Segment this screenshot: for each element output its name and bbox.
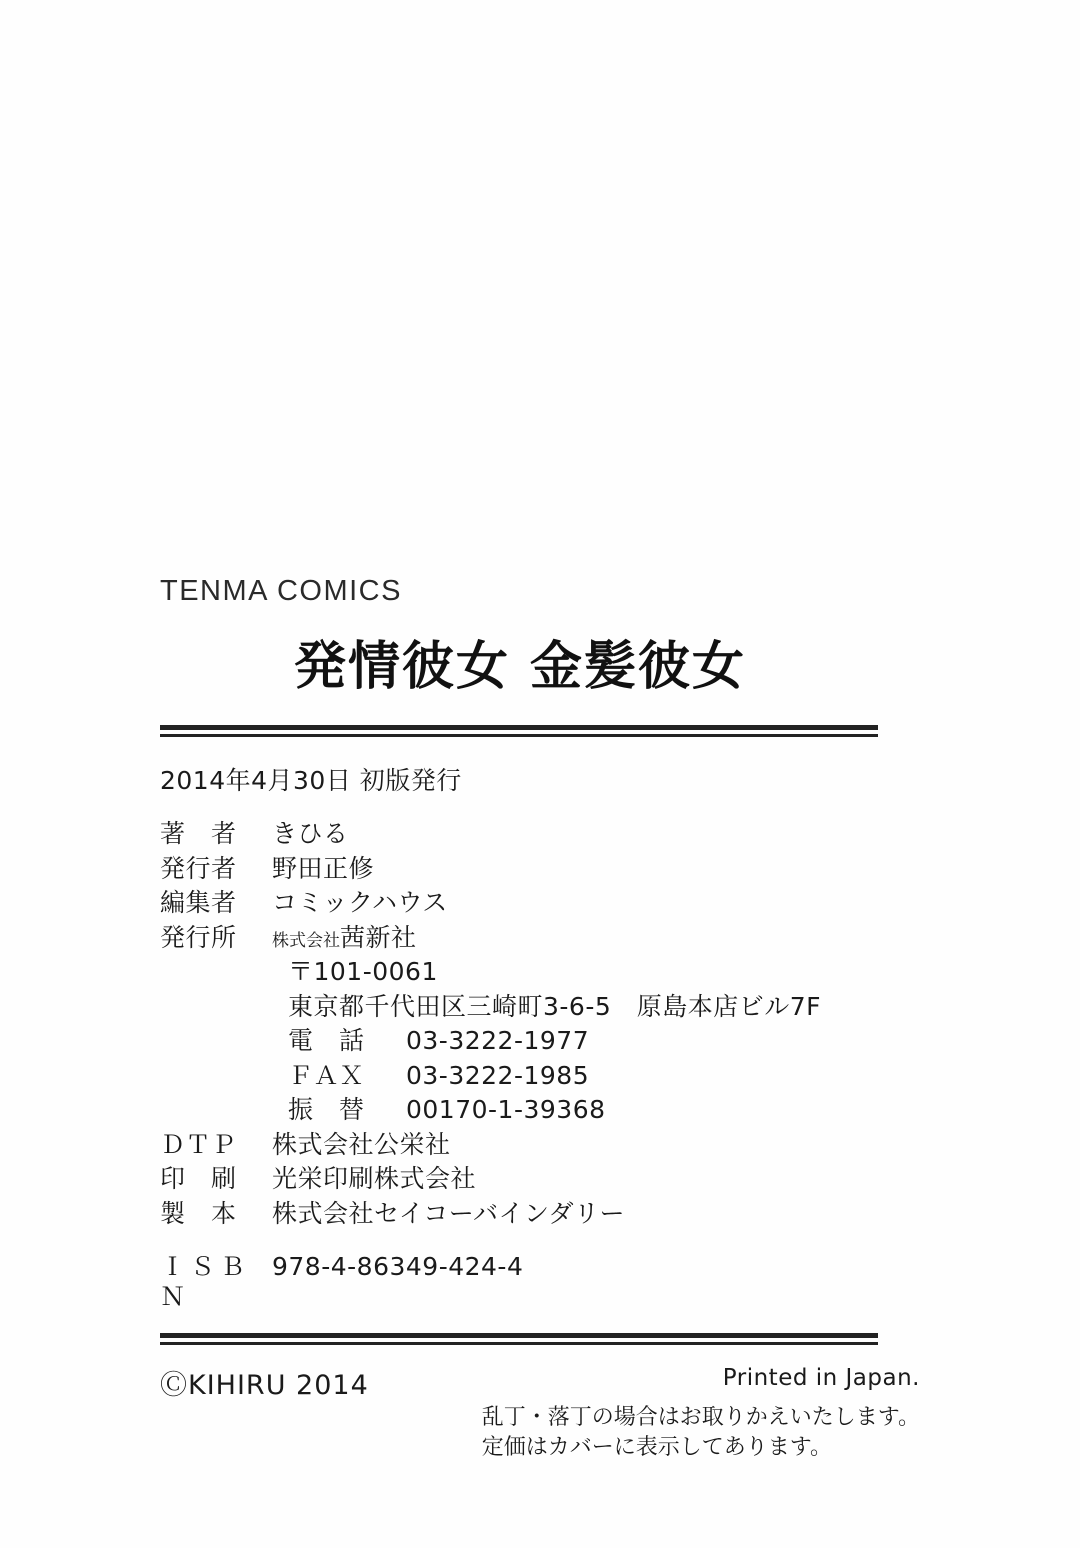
imprint-label: TENMA COMICS [160,575,402,607]
divider-top [160,725,878,737]
address-phone-row [160,1026,920,1056]
credit-value [272,923,417,953]
credit-row-binding [160,1199,920,1229]
phone-label: 電 話 [288,1026,365,1055]
furikae-value: 00170-1-39368 [406,1095,606,1124]
publication-date: 2014年4月30日 初版発行 [160,766,462,795]
credit-row [160,888,920,918]
defect-exchange-note: 乱丁・落丁の場合はお取りかえいたします。 [481,1405,920,1430]
credit-row [160,819,920,849]
phone-value: 03-3222-1977 [406,1026,590,1055]
credit-value: コミックハウス [272,888,448,917]
credit-row-printing [160,1164,920,1194]
colophon-footer [160,1359,920,1469]
credit-label: 印 刷 [160,1164,237,1193]
copyright-notice: ⒸKIHIRU 2014 [160,1370,369,1401]
price-on-cover-note: 定価はカバーに表示してあります。 [481,1434,832,1460]
isbn-label: ＩＳＢＮ [160,1252,251,1311]
credit-label: ＤＴＰ [160,1129,237,1159]
isbn-value: 978-4-86349-424-4 [272,1252,524,1281]
isbn-row [160,1252,920,1311]
address-furikae-row [160,1095,920,1125]
fax-value: 03-3222-1985 [406,1060,590,1090]
footer-notes [482,1403,920,1462]
fax-label: ＦＡＸ [288,1060,365,1090]
credit-row-publisher [160,923,920,953]
divider-bottom [160,1333,878,1345]
colophon-block [160,575,920,1469]
publisher-entity-prefix: 株式会社 [272,930,340,951]
book-title: 発情彼女 金髪彼女 [293,637,747,697]
credit-label: 著 者 [160,819,237,848]
credit-label: 編集者 [160,888,237,917]
credit-row [160,854,920,884]
furikae-label: 振 替 [288,1095,365,1124]
credit-value: 株式会社セイコーバインダリー [272,1198,626,1228]
address-street: 東京都千代田区三崎町3-6-5 原島本店ビル7F [288,991,822,1021]
credit-value: 光栄印刷株式会社 [272,1164,477,1193]
credit-label: 発行者 [160,853,237,883]
credit-label: 発行所 [160,922,237,952]
credit-label: 製 本 [160,1198,237,1228]
address-fax-row [160,1061,920,1091]
credit-row-dtp [160,1130,920,1160]
credit-value: 野田正修 [272,853,375,883]
publisher-name: 茜新社 [340,922,417,952]
address-postal-code: 〒101-0061 [288,957,438,986]
credit-value: きひる [272,819,349,848]
credit-value: 株式会社公栄社 [272,1129,451,1159]
printed-in-japan: Printed in Japan. [722,1365,920,1391]
credits-list [160,819,920,1311]
